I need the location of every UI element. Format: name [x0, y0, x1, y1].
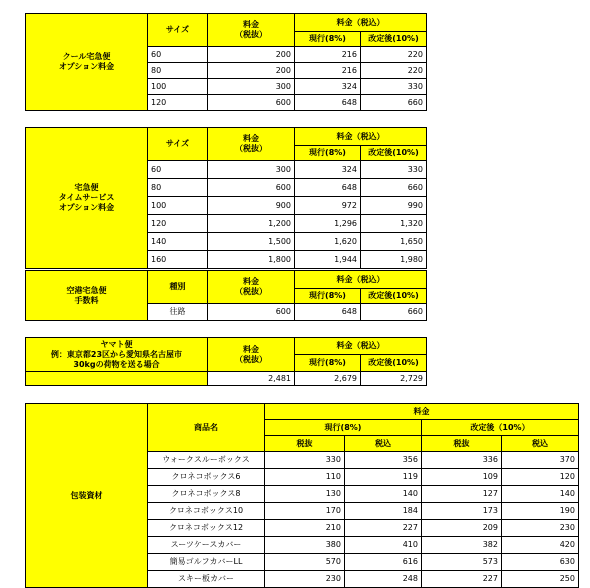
yamato-bin-table	[25, 337, 427, 386]
table-row: ウォークスルーボックス 330 356 336 370	[26, 452, 579, 469]
revised-header: 改定後(10%)	[361, 146, 427, 161]
time-title: 宅急便 タイムサービス オプション料金	[26, 128, 148, 269]
table-row: スーツケースカバー 380 410 382 420	[26, 537, 579, 554]
yamato-title: ヤマト便 例：東京都23区から愛知県名古屋市 30kgの荷物を送る場合	[26, 338, 208, 372]
table-row: 100 900 972 990	[26, 197, 427, 215]
revised-ex-header: 税抜	[422, 436, 502, 452]
table-row: 160 1,800 1,944 1,980	[26, 251, 427, 269]
packing-materials-table	[25, 403, 579, 588]
revised-in-header: 税込	[502, 436, 579, 452]
current-header: 現行(8%)	[295, 146, 361, 161]
revised-header: 改定後(10%)	[361, 32, 427, 47]
table-row: 往路 600 648 660	[26, 304, 427, 321]
current-header: 現行(8%)	[295, 32, 361, 47]
price-ex-header: 料金 （税抜）	[208, 14, 295, 47]
table-row: 120 1,200 1,296 1,320	[26, 215, 427, 233]
table-row: 120 600 648 660	[26, 95, 427, 111]
product-header: 商品名	[148, 404, 265, 452]
current-header: 現行(8%)	[295, 355, 361, 372]
revised-header: 改定後(10%)	[361, 355, 427, 372]
price-ex-header: 料金 （税抜）	[208, 338, 295, 372]
table-row: 80 200 216 220	[26, 63, 427, 79]
table-row: 簡易ゴルフカバーLL 570 616 573 630	[26, 554, 579, 571]
table-row: クロネコボックス12 210 227 209 230	[26, 520, 579, 537]
table-row: クロネコボックス6 110 119 109 120	[26, 469, 579, 486]
table-row: 100 300 324 330	[26, 79, 427, 95]
time-service-table	[25, 127, 427, 269]
price-in-header: 料金（税込）	[295, 338, 427, 355]
table-row: クロネコボックス8 130 140 127 140	[26, 486, 579, 503]
table-row: クロネコボックス10 170 184 173 190	[26, 503, 579, 520]
price-header: 料金	[265, 404, 579, 420]
size-header: サイズ	[148, 128, 208, 161]
price-in-header: 料金（税込）	[295, 14, 427, 32]
current-in-header: 税込	[345, 436, 422, 452]
table-row: 80 600 648 660	[26, 179, 427, 197]
table-row: スキー板カバー 230 248 227 250	[26, 571, 579, 588]
price-ex-header: 料金 （税抜）	[208, 128, 295, 161]
packing-title: 包装資材	[26, 404, 148, 588]
airport-fee-table	[25, 270, 427, 321]
table-row: 60 300 324 330	[26, 161, 427, 179]
cool-title: クール宅急便 オプション料金	[26, 14, 148, 111]
revised-header: 改定後(10%)	[361, 289, 427, 304]
table-row: 2,481 2,679 2,729	[26, 372, 427, 386]
revised-header: 改定後（10%）	[422, 420, 579, 436]
current-ex-header: 税抜	[265, 436, 345, 452]
size-header: サイズ	[148, 14, 208, 47]
price-in-header: 料金（税込）	[295, 271, 427, 289]
table-row: 60 200 216 220	[26, 47, 427, 63]
price-ex-header: 料金 （税抜）	[208, 271, 295, 304]
airport-title: 空港宅急便 手数料	[26, 271, 148, 321]
price-in-header: 料金（税込）	[295, 128, 427, 146]
kind-header: 種別	[148, 271, 208, 304]
table-row: 140 1,500 1,620 1,650	[26, 233, 427, 251]
cool-option-table	[25, 13, 427, 111]
current-header: 現行(8%)	[295, 289, 361, 304]
current-header: 現行(8%)	[265, 420, 422, 436]
